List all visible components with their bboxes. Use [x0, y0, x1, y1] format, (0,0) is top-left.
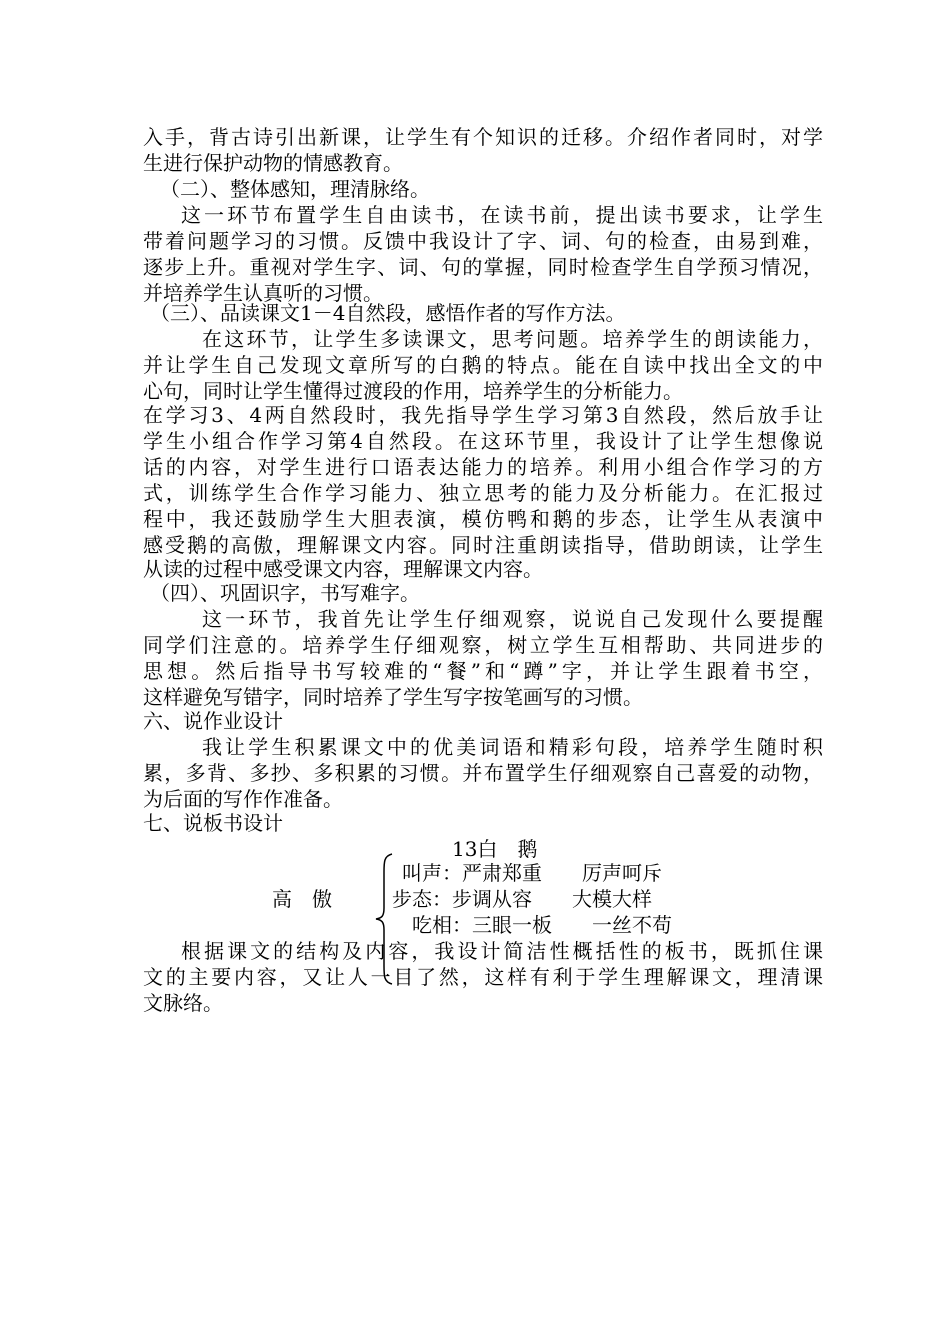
paragraph-line: 根据课文的结构及内容，我设计简洁性概括性的板书，既抓住课 [181, 939, 823, 963]
section-heading: （三）、品读课文1－4自然段，感悟作者的写作方法。 [150, 301, 626, 325]
section-heading: （四）、巩固识字，书写难字。 [150, 581, 420, 605]
paragraph-line: 同学们注意的。培养学生仔细观察，树立学生互相帮助、共同进步的 [143, 633, 823, 657]
paragraph-line: 话的内容，对学生进行口语表达能力的培养。利用小组合作学习的方 [143, 455, 823, 479]
paragraph-line: 带着问题学习的习惯。反馈中我设计了字、词、句的检查，由易到难， [143, 229, 823, 253]
paragraph-line: 在这环节，让学生多读课文，思考问题。培养学生的朗读能力， [202, 327, 823, 351]
paragraph-line: 生进行保护动物的情感教育。 [143, 151, 403, 175]
paragraph-line: 为后面的写作作准备。 [143, 787, 343, 811]
paragraph-line: 入手，背古诗引出新课，让学生有个知识的迁移。介绍作者同时，对学 [143, 125, 823, 149]
board-title: 13白 鹅 [452, 837, 538, 861]
paragraph-line: 累，多背、多抄、多积累的习惯。并布置学生仔细观察自己喜爱的动物， [143, 761, 823, 785]
section-heading: （二）、整体感知，理清脉络。 [160, 177, 430, 201]
paragraph-line: 式，训练学生合作学习能力、独立思考的能力及分析能力。在汇报过 [143, 481, 823, 505]
paragraph-line: 文的主要内容，又让人一目了然，这样有利于学生理解课文，理清课 [143, 965, 823, 989]
paragraph-line: 心句，同时让学生懂得过渡段的作用，培养学生的分析能力。 [143, 379, 683, 403]
board-row: 吃相：三眼一板 一丝不苟 [412, 913, 672, 937]
paragraph-line: 并让学生自己发现文章所写的白鹅的特点。能在自读中找出全文的中 [143, 353, 823, 377]
paragraph-line: 逐步上升。重视对学生字、词、句的掌握，同时检查学生自学预习情况， [143, 255, 823, 279]
paragraph-line: 文脉络。 [143, 991, 223, 1015]
paragraph-line: 在学习3、4两自然段时，我先指导学生学习第3自然段，然后放手让 [143, 403, 823, 427]
paragraph-line: 感受鹅的高傲，理解课文内容。同时注重朗读指导，借助朗读，让学生 [143, 533, 823, 557]
paragraph-line: 这一环节，我首先让学生仔细观察，说说自己发现什么要提醒 [202, 607, 823, 631]
paragraph-line: 我让学生积累课文中的优美词语和精彩句段，培养学生随时积 [202, 735, 823, 759]
paragraph-line: 思想。然后指导书写较难的“餐”和“蹲”字，并让学生跟着书空， [143, 659, 823, 683]
paragraph-line: 这样避免写错字，同时培养了学生写字按笔画写的习惯。 [143, 685, 643, 709]
paragraph-line: 从读的过程中感受课文内容，理解课文内容。 [143, 557, 543, 581]
paragraph-line: 学生小组合作学习第4自然段。在这环节里，我设计了让学生想像说 [143, 429, 823, 453]
board-row: 步态：步调从容 大模大样 [392, 887, 652, 911]
board-row: 叫声：严肃郑重 厉声呵斥 [402, 861, 662, 885]
board-center-word: 高 傲 [272, 887, 332, 911]
section-heading: 七、说板书设计 [143, 811, 283, 835]
section-heading: 六、说作业设计 [143, 709, 283, 733]
paragraph-line: 程中，我还鼓励学生大胆表演，模仿鸭和鹅的步态，让学生从表演中 [143, 507, 823, 531]
paragraph-line: 这一环节布置学生自由读书，在读书前，提出读书要求，让学生 [181, 203, 823, 227]
paragraph-line: 并培养学生认真听的习惯。 [143, 281, 383, 305]
